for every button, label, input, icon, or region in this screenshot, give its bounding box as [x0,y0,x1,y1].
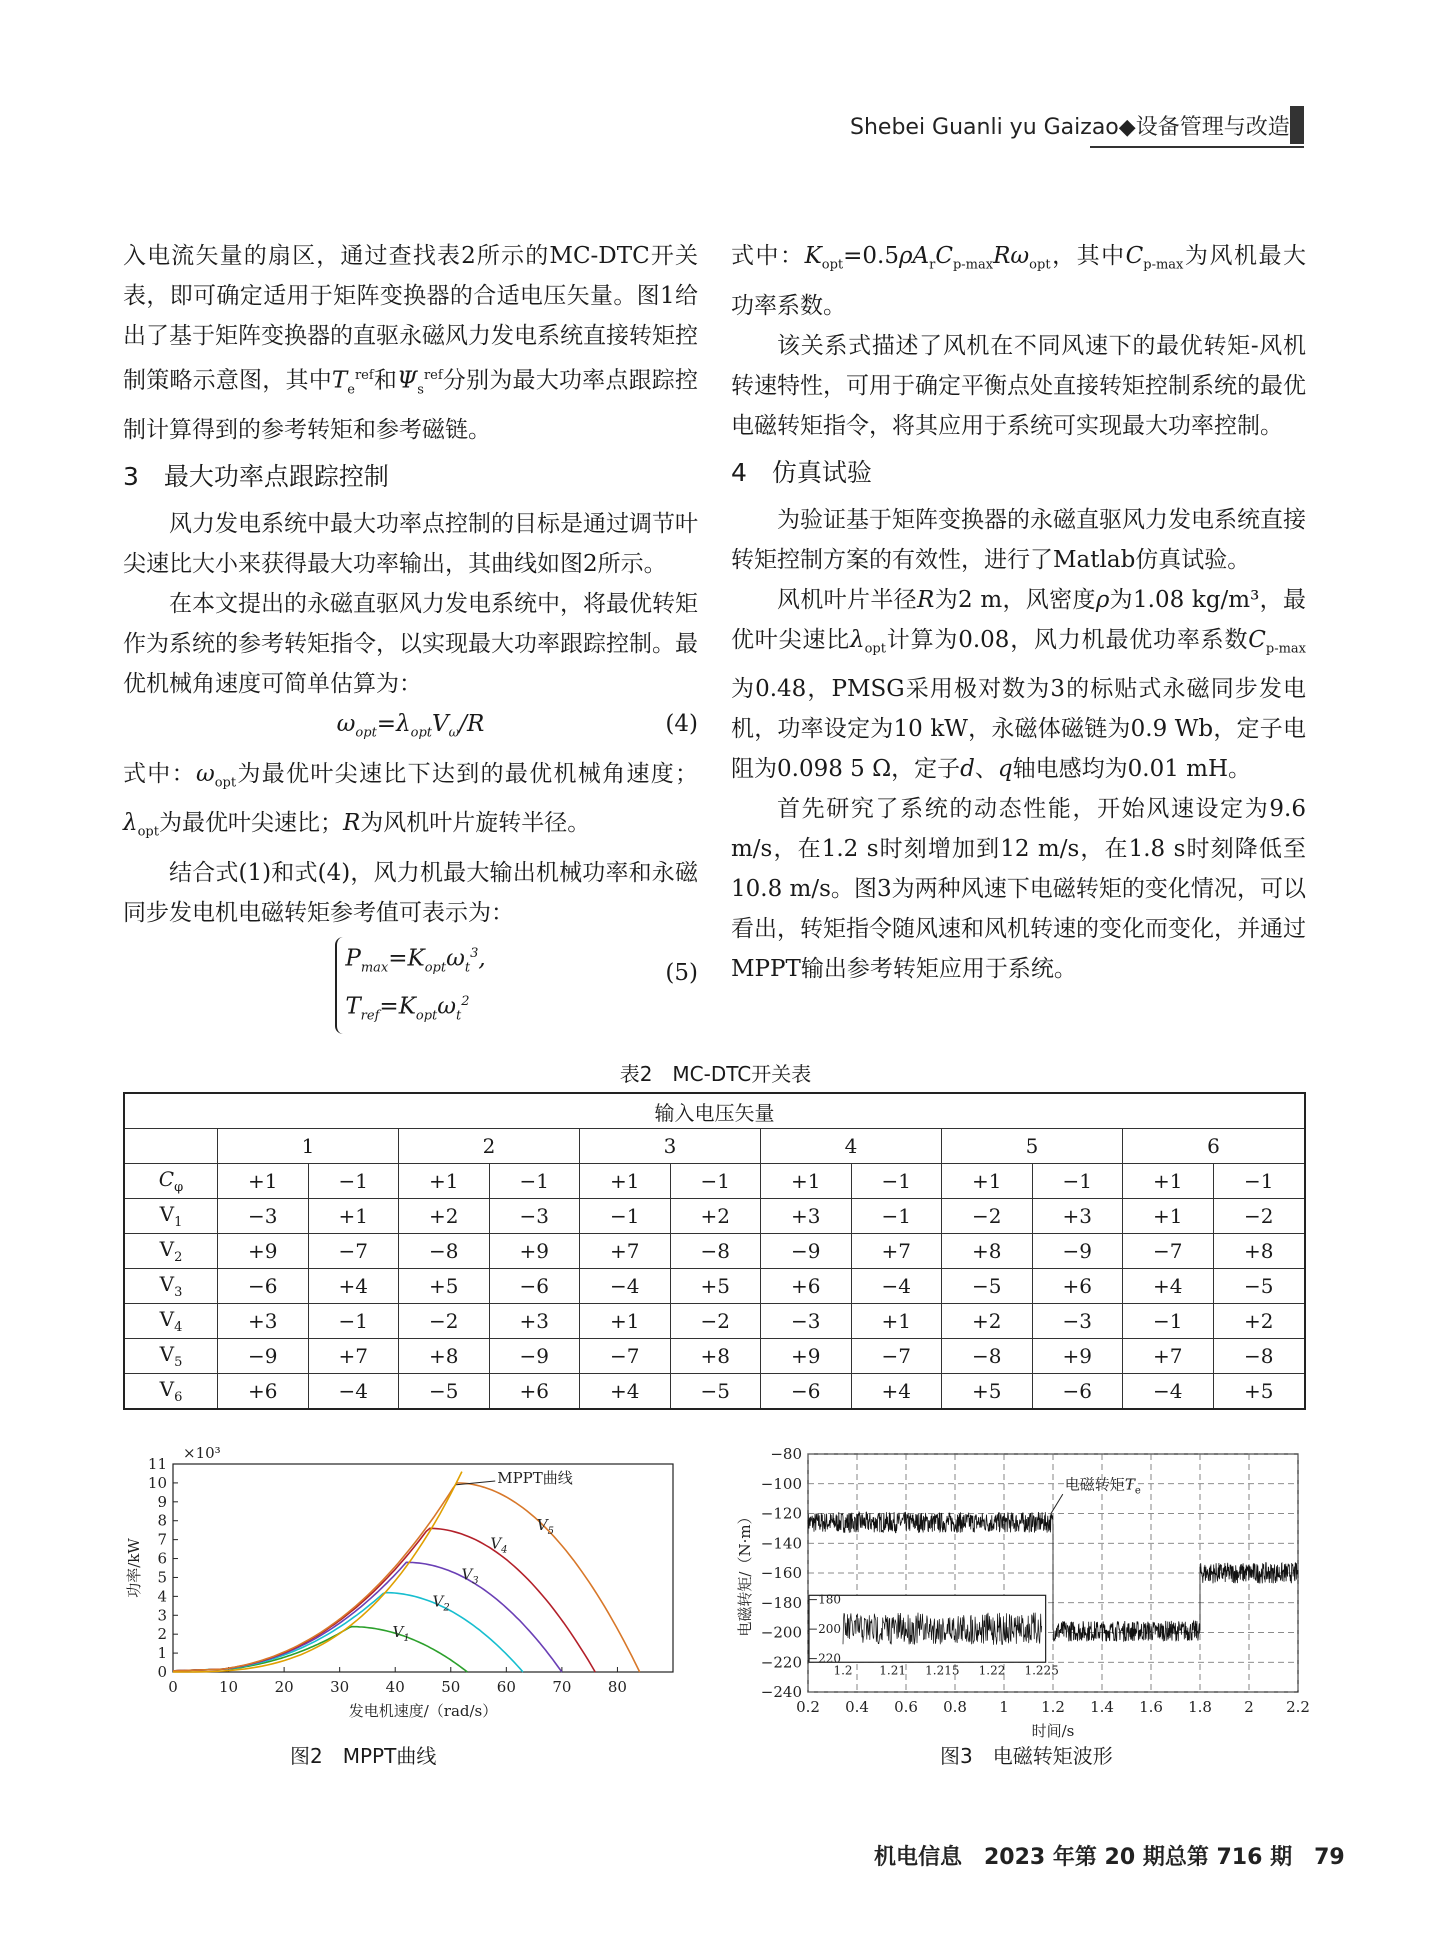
table-cell: +2 [1213,1304,1305,1339]
right-para-4: 风机叶片半径R为2 m，风密度ρ为1.08 kg/m³，最优叶尖速比$\lambda_{opt}$计算为0.08，风力机最优功率系数$C_{p-max}$为0.48，PMSG采用极对数为3的标贴式永磁同步发电机，功率设定为10 kW，永磁体磁链为0.9 Wb，定子电阻为0.098 5 Ω，定子d、q轴电感均为0.01 mH。 [731,586,1306,783]
table-cell: +5 [942,1374,1033,1410]
table-cell: +5 [1213,1374,1305,1410]
series-label-V4: $V_4$ [490,1534,508,1556]
table-cell: +7 [580,1234,671,1269]
y-tick-label: 10 [147,1473,167,1492]
inset-x-tick-label: 1.225 [1024,1663,1059,1678]
table-cell: −6 [489,1269,580,1304]
table-cell: −7 [851,1339,942,1374]
table-cell: −8 [1213,1339,1305,1374]
table-cell: +1 [1123,1164,1214,1199]
table-cell: −9 [761,1234,852,1269]
inset-x-tick-label: 1.21 [879,1663,907,1678]
table-sector-header: 1 [218,1129,399,1164]
table-cell: +3 [761,1199,852,1234]
x-tick-label: 0.4 [845,1698,869,1716]
x-tick-label: 80 [607,1678,627,1696]
table-cell: +6 [761,1269,852,1304]
table-cell: −1 [489,1164,580,1199]
table-cell: +9 [1032,1339,1123,1374]
table-cell: +1 [761,1164,852,1199]
table-cell: +4 [851,1374,942,1410]
table-cell: +4 [1123,1269,1214,1304]
inset-x-tick-label: 1.215 [925,1663,960,1678]
table-cell: −3 [489,1199,580,1234]
table-cell: −8 [942,1339,1033,1374]
table-cell: −1 [851,1164,942,1199]
table-caption: 表2 MC-DTC开关表 [619,1062,812,1086]
table-cell: +2 [942,1304,1033,1339]
y-tick-label: 8 [157,1511,167,1530]
y-tick-label: 3 [157,1606,167,1625]
table-cell: +4 [580,1374,671,1410]
table-corner [124,1129,218,1164]
table-cell: −2 [399,1304,490,1339]
table-cell: −3 [761,1304,852,1339]
table-cell: −3 [1032,1304,1123,1339]
equation-4-number: (4) [665,711,698,738]
x-tick-label: 10 [219,1678,239,1696]
table-row-label: $V_5$ [124,1339,218,1374]
table-cell: −2 [670,1304,761,1339]
table-cell: −8 [399,1234,490,1269]
x-tick-label: 20 [274,1678,294,1696]
table-cell: −1 [1032,1164,1123,1199]
table-cell: +6 [489,1374,580,1410]
table-cell: −4 [851,1269,942,1304]
table-cell: +8 [942,1234,1033,1269]
table-cell: −1 [1123,1304,1214,1339]
y-tick-label: 5 [157,1568,167,1587]
table-cell: +1 [308,1199,399,1234]
table-cell: +3 [489,1304,580,1339]
y-tick-label: 9 [157,1492,167,1511]
series-line-V2 [173,1593,523,1672]
table-cell: −6 [1032,1374,1123,1410]
mppt-chart [123,1442,683,1734]
table-row-label: $V_4$ [124,1304,218,1339]
series-label-V3: $V_3$ [461,1565,479,1587]
equation-4: $\omega_{opt}=\lambda_{opt}V_\omega/R$ (4) [123,704,698,754]
y-axis-label: 功率/kW [125,1538,143,1598]
table-cell: +1 [580,1304,671,1339]
y-axis-label: 电磁转矩/（N·m） [736,1509,754,1637]
y-multiplier: ×10³ [183,1444,221,1462]
series-label-V2: $V_2$ [432,1592,450,1614]
table-row-label: $V_6$ [124,1374,218,1410]
table-cell: −1 [308,1304,399,1339]
y-tick-label: 4 [157,1587,167,1606]
x-tick-label: 0 [168,1678,178,1696]
x-tick-label: 1.8 [1188,1698,1212,1716]
table-sector-header: 4 [761,1129,942,1164]
table-row-label: $V_2$ [124,1234,218,1269]
x-tick-label: 0.2 [796,1698,820,1716]
table-cell: +7 [308,1339,399,1374]
table-cell: −2 [1213,1199,1305,1234]
x-tick-label: 60 [496,1678,516,1696]
y-tick-label: 7 [157,1530,167,1549]
table-cell: −3 [218,1199,309,1234]
torque-chart [736,1442,1310,1740]
running-header: Shebei Guanli yu Gaizao◆设备管理与改造 [850,115,1290,140]
table-cell: −5 [1213,1269,1305,1304]
left-para-4: 式中：$\omega_{opt}$为最优叶尖速比下达到的最优机械角速度；$\lambda_{opt}$为最优叶尖速比；R为风机叶片旋转半径。 [123,760,699,841]
table-cell: −9 [489,1339,580,1374]
table-cell: −5 [399,1374,490,1410]
table-cell: +5 [670,1269,761,1304]
table-cell: +7 [1123,1339,1214,1374]
right-para-5: 首先研究了系统的动态性能，开始风速设定为9.6 m/s，在1.2 s时刻增加到12 m/s，在1.8 s时刻降低至10.8 m/s。图3为两种风速下电磁转矩的变化情况，可以看出，转矩指令随风速和风机转速的变化而变化，并通过MPPT输出参考转矩应用于系统。 [731,796,1306,983]
x-tick-label: 0.8 [943,1698,967,1716]
left-column [123,236,699,1024]
table-cell: −4 [580,1269,671,1304]
y-tick-label: 11 [147,1455,167,1473]
y-tick-label: −140 [760,1534,802,1553]
table-top-header: 输入电压矢量 [124,1093,1305,1129]
table-cell: −4 [1123,1374,1214,1410]
table-cell: −1 [851,1199,942,1234]
y-tick-label: 0 [157,1663,167,1681]
table-row [124,1234,1305,1269]
x-tick-label: 1.6 [1139,1698,1163,1716]
table-sector-header: 2 [399,1129,580,1164]
table-cell: +1 [580,1164,671,1199]
annotation-label: 电磁转矩$T_e$ [1064,1475,1141,1497]
table-cell: +8 [1213,1234,1305,1269]
y-tick-label: −100 [760,1474,802,1493]
y-tick-label: 2 [157,1625,167,1644]
table-cell: +3 [1032,1199,1123,1234]
series-line-V3 [173,1562,562,1672]
y-tick-label: −180 [760,1593,802,1612]
table-cell: −1 [1213,1164,1305,1199]
right-para-3: 为验证基于矩阵变换器的永磁直驱风力发电系统直接转矩控制方案的有效性，进行了Matlab仿真试验。 [731,506,1306,573]
x-axis-label: 时间/s [1031,1722,1075,1740]
y-tick-label: −80 [770,1445,802,1463]
table-sector-header: 6 [1123,1129,1306,1164]
right-para-1: 式中：$K_{opt}=0.5\rho A_rC_{p-max}R\omega_{opt}$，其中$C_{p-max}$为风机最大功率系数。 [731,243,1307,319]
table-row [124,1164,1305,1199]
inset-x-tick-label: 1.2 [833,1663,853,1678]
table-cell: +9 [489,1234,580,1269]
y-tick-label: −120 [760,1504,802,1523]
table-row-label: $C_\varphi$ [124,1164,218,1199]
left-para-2: 风力发电系统中最大功率点控制的目标是通过调节叶尖速比大小来获得最大功率输出，其曲线如图2所示。 [123,511,698,578]
series-label-V5: $V_5$ [536,1515,554,1537]
table-cell: +1 [399,1164,490,1199]
y-tick-label: −240 [760,1683,802,1701]
table-cell: −9 [1032,1234,1123,1269]
table-cell: +5 [399,1269,490,1304]
table-cell: +1 [218,1164,309,1199]
table-sector-header: 3 [580,1129,761,1164]
switching-table [123,1092,1306,1410]
table-cell: +2 [670,1199,761,1234]
table-cell: +1 [942,1164,1033,1199]
equation-5: $P_{max}=K_{opt}\omega_t^3$, $T_{ref}=K_{opt}\omega_t^2$ (5) [123,937,698,1009]
table-sector-header: 5 [942,1129,1123,1164]
table-cell: +1 [1123,1199,1214,1234]
x-tick-label: 1.4 [1090,1698,1114,1716]
y-tick-label: −220 [760,1653,802,1672]
table-cell: +2 [399,1199,490,1234]
left-para-1: 入电流矢量的扇区，通过查找表2所示的MC-DTC开关表，即可确定适用于矩阵变换器的合适电压矢量。图1给出了基于矩阵变换器的直驱永磁风力发电系统直接转矩控制策略示意图，其中$T_e^{ref}$和$\Psi_s^{ref}$分别为最大功率点跟踪控制计算得到的参考转矩和参考磁链。 [123,243,699,444]
left-para-3: 在本文提出的永磁直驱风力发电系统中，将最优转矩作为系统的参考转矩指令，以实现最大功率跟踪控制。最优机械角速度可简单估算为： [123,591,698,698]
table-row [124,1269,1305,1304]
table-cell: +4 [308,1269,399,1304]
table-cell: −2 [942,1199,1033,1234]
x-tick-label: 2.2 [1286,1698,1310,1716]
table-cell: −4 [308,1374,399,1410]
table-row [124,1304,1305,1339]
table-cell: −7 [1123,1234,1214,1269]
table-row [124,1339,1305,1374]
table-cell: +7 [851,1234,942,1269]
table-row [124,1374,1305,1410]
table-cell: +6 [218,1374,309,1410]
page-footer: 机电信息 2023 年第 20 期总第 716 期 79 [874,1845,1345,1870]
table-cell: +8 [399,1339,490,1374]
right-column [731,236,1306,989]
inset-y-tick-label: −220 [808,1651,841,1666]
table-row [124,1199,1305,1234]
table-cell: −7 [308,1234,399,1269]
header-bar [1290,106,1304,144]
x-tick-label: 1.2 [1041,1698,1065,1716]
equation-5-number: (5) [665,960,698,987]
table-cell: −9 [218,1339,309,1374]
table-row-label: $V_3$ [124,1269,218,1304]
plot-frame [173,1464,673,1672]
table-cell: −7 [580,1339,671,1374]
inset-x-tick-label: 1.22 [978,1663,1006,1678]
series-line-V4 [173,1528,595,1672]
x-tick-label: 50 [441,1678,461,1696]
y-tick-label: 1 [157,1644,167,1663]
inset-y-tick-label: −180 [808,1592,841,1607]
x-tick-label: 30 [330,1678,350,1696]
table-cell: +8 [670,1339,761,1374]
y-tick-label: −160 [760,1564,802,1582]
right-para-2: 该关系式描述了风机在不同风速下的最优转矩-风机转速特性，可用于确定平衡点处直接转矩控制系统的最优电磁转矩指令，将其应用于系统可实现最大功率控制。 [731,332,1306,439]
table-cell: +6 [1032,1269,1123,1304]
x-tick-label: 40 [385,1678,405,1696]
figure-2-caption: 图2 MPPT曲线 [290,1744,437,1768]
table-cell: −6 [761,1374,852,1410]
x-tick-label: 0.6 [894,1698,918,1716]
table-cell: +9 [761,1339,852,1374]
figure-3-caption: 图3 电磁转矩波形 [940,1744,1113,1768]
table-cell: −1 [580,1199,671,1234]
table-cell: −1 [308,1164,399,1199]
x-tick-label: 70 [552,1678,572,1696]
table-cell: +9 [218,1234,309,1269]
header-underline [1090,146,1304,148]
y-tick-label: −200 [760,1623,802,1642]
table-cell: −1 [670,1164,761,1199]
table-cell: −5 [942,1269,1033,1304]
table-cell: +1 [851,1304,942,1339]
left-para-5: 结合式(1)和式(4)，风力机最大输出机械功率和永磁同步发电机电磁转矩参考值可表示为： [123,860,698,927]
section-4-heading: 4 仿真试验 [731,457,872,487]
table-cell: −6 [218,1269,309,1304]
x-tick-label: 1 [999,1698,1009,1716]
inset-y-tick-label: −200 [808,1621,841,1636]
x-tick-label: 2 [1244,1698,1254,1716]
table-cell: −8 [670,1234,761,1269]
annotation-label: MPPT曲线 [497,1469,573,1488]
table-cell: −5 [670,1374,761,1410]
y-tick-label: 6 [157,1549,167,1568]
table-cell: +3 [218,1304,309,1339]
section-3-heading: 3 最大功率点跟踪控制 [123,462,389,492]
x-axis-label: 发电机速度/（rad/s） [348,1702,498,1720]
series-label-V1: $V_1$ [392,1623,410,1645]
table-row-label: $V_1$ [124,1199,218,1234]
